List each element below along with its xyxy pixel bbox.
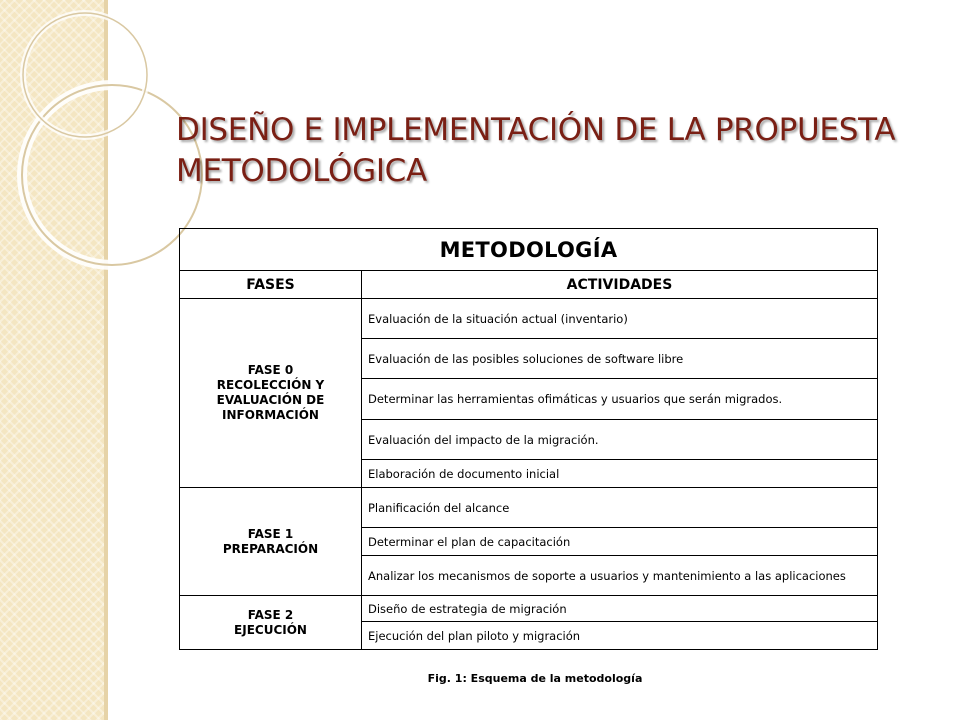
header-phases: FASES <box>180 271 362 299</box>
methodology-table <box>179 228 878 650</box>
activity-item: Elaboración de documento inicial <box>362 460 878 488</box>
slide-title: DISEÑO E IMPLEMENTACIÓN DE LA PROPUESTA METODOLÓGICA <box>176 112 896 189</box>
phase-code: FASE 1 <box>247 526 294 541</box>
header-activities: ACTIVIDADES <box>362 271 878 299</box>
phase-name: EJECUCIÓN <box>234 622 307 637</box>
phase-0-cell <box>180 299 362 488</box>
phase-code: FASE 0 <box>247 363 294 377</box>
activity-item: Evaluación del impacto de la migración. <box>362 420 878 460</box>
phase-name: RECOLECCIÓN Y EVALUACIÓN DE INFORMACIÓN <box>216 378 325 422</box>
phase-name: PREPARACIÓN <box>222 541 319 556</box>
phase-1-cell <box>180 488 362 596</box>
activity-item: Ejecución del plan piloto y migración <box>362 622 878 650</box>
activity-item: Diseño de estrategia de migración <box>362 596 878 622</box>
table-title: METODOLOGÍA <box>180 229 878 271</box>
activity-item: Evaluación de las posibles soluciones de software libre <box>362 339 878 379</box>
phase-2-cell <box>180 596 362 650</box>
activity-item: Determinar las herramientas ofimáticas y usuarios que serán migrados. <box>362 379 878 420</box>
activity-item: Evaluación de la situación actual (inventario) <box>362 299 878 339</box>
phase-code: FASE 2 <box>247 607 294 622</box>
activity-item: Analizar los mecanismos de soporte a usuarios y mantenimiento a las aplicaciones <box>362 556 878 596</box>
figure-caption: Fig. 1: Esquema de la metodología <box>427 672 643 685</box>
activity-item: Determinar el plan de capacitación <box>362 528 878 556</box>
activity-item: Planificación del alcance <box>362 488 878 528</box>
